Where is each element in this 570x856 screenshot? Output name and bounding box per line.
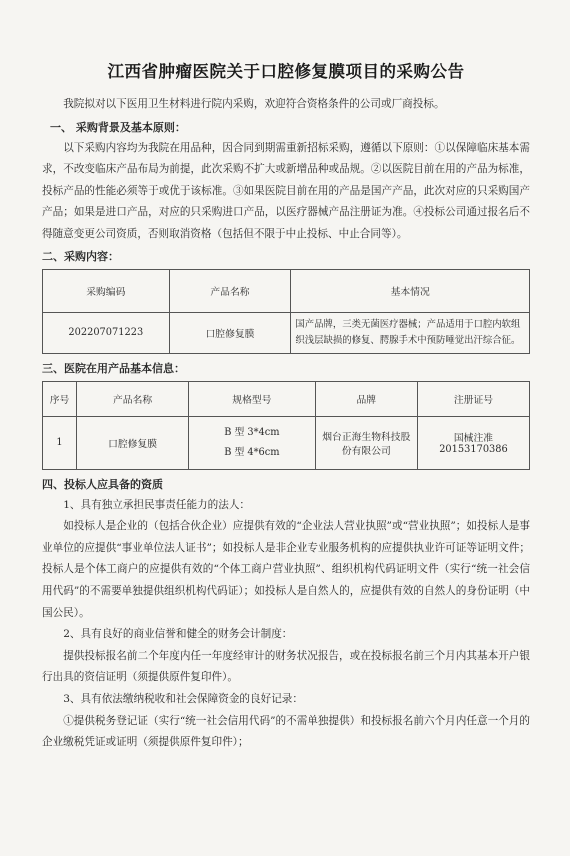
item1-title: 1、具有独立承担民事责任能力的法人： (63, 498, 251, 511)
table-header-cell: 注册证号 (417, 381, 529, 416)
table-header-cell: 基本情况 (291, 269, 530, 312)
product-name: 口腔修复膜 (169, 312, 291, 353)
product-info-table (42, 381, 530, 470)
intro-paragraph: 我院拟对以下医用卫生材料进行院内采购，欢迎符合资格条件的公司或厂商投标。 (63, 98, 445, 110)
document-title: 江西省肿瘤医院关于口腔修复膜项目的采购公告 (107, 62, 465, 81)
row-number: 1 (43, 416, 77, 469)
section2-heading: 二、采购内容： (42, 249, 119, 263)
table-header-row (43, 381, 530, 416)
section1-heading: 一、 采购背景及基本原则： (50, 120, 186, 134)
product-description: 国产品牌，三类无菌医疗器械；产品适用于口腔内软组织浅层缺损的修复、腭腺手术中预防唾觉出汗综合征。 (291, 312, 530, 353)
item2-body: 提供投标报名前二个年度内任一年度经审计的财务状况报告，或在投标报名前三个月内其基本开户银行出具的资信证明（须提供原件复印件）。 (42, 649, 530, 684)
item1-body: 如投标人是企业的（包括合伙企业）应提供有效的“企业法人营业执照”或“营业执照”；如投标人是事业单位的应提供“事业单位法人证书”；如投标人是非企业专业服务机构的应提供执业许可证等证明文件；投标人是个体工商户的应提供有效的“个体工商户营业执照”、组织机构代码证明文件（实行“统一社会信用代码”的不需要单独提供组织机构代码证）；如投标人是自然人的，应提供有效的自然人的身份证明（中国公民）。 (42, 520, 530, 619)
registration-number: 国械注准 20153170386 (417, 416, 529, 469)
section1-body: 以下采购内容均为我院在用品种，因合同到期需重新招标采购，遵循以下原则：①以保障临床基本需求，不改变临床产品布局为前提，此次采购不扩大或新增品种或品规。②以医院目前在用的产品为标准，投标产品的性能必须等于或优于该标准。③如果医院目前在用的产品是国产产品，此次对应的只采购国产产品；如果是进口产品，对应的只采购进口产品，以医疗器械产品注册证为准。④投标公司通过报名后不得随意变更公司资质，否则取消资格（包括但不限于中止投标、中止合同等）。 (42, 141, 530, 240)
section3-heading: 三、医院在用产品基本信息： (42, 361, 185, 375)
spec-cell (189, 416, 316, 469)
table-header-cell: 产品名称 (169, 269, 291, 312)
table-header-cell: 品牌 (315, 381, 417, 416)
item3-title: 3、具有依法缴纳税收和社会保障资金的良好记录： (63, 692, 303, 705)
table-row (43, 312, 530, 353)
table-header-cell: 规格型号 (189, 381, 316, 416)
product-name: 口腔修复膜 (77, 416, 189, 469)
procurement-code: 202207071223 (43, 312, 170, 353)
table-header-row (43, 269, 530, 312)
table-row (43, 416, 530, 469)
item3-body: ①提供税务登记证（实行“统一社会信用代码”的不需单独提供）和投标报名前六个月内任意一个月的企业缴税凭证或证明（须提供原件复印件）； (42, 714, 530, 749)
spec-line: B 型 4*6cm (224, 446, 280, 458)
table-header-cell: 采购编码 (43, 269, 170, 312)
section4-heading: 四、投标人应具备的资质 (42, 477, 163, 491)
table-header-cell: 产品名称 (77, 381, 189, 416)
procurement-table (42, 269, 530, 354)
brand-name: 烟台正海生物科技股份有限公司 (315, 416, 417, 469)
spec-line: B 型 3*4cm (224, 426, 280, 438)
table-header-cell: 序号 (43, 381, 77, 416)
item2-title: 2、具有良好的商业信誉和健全的财务会计制度： (63, 628, 293, 641)
